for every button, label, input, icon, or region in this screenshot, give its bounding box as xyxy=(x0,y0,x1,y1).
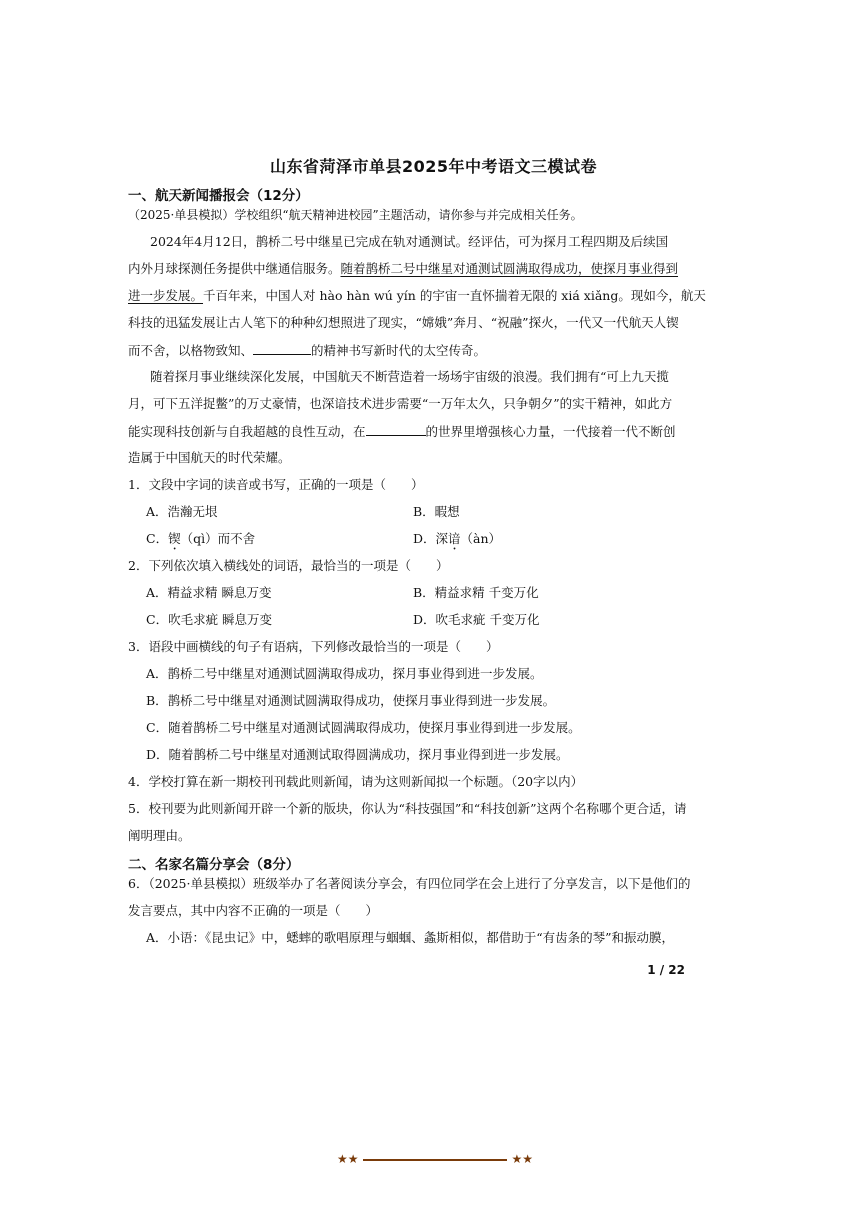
option-c-label: C． xyxy=(146,531,169,546)
paragraph-1-line-2-text: 内外月球探测任务提供中继通信服务。 xyxy=(128,261,341,276)
footer-ornament xyxy=(337,1152,533,1168)
question-3-option-b: B．鹊桥二号中继星对通测试圆满取得成功，使探月事业得到进一步发展。 xyxy=(146,693,556,708)
paragraph-2-line-2: 月，可下五洋捉鳖”的万丈豪情，也深谙技术进步需要“一万年太久，只争朝夕”的实干精神，如此方 xyxy=(128,396,673,411)
section-1-intro: （2025·单县模拟）学校组织“航天精神进校园”主题活动，请你参与并完成相关任务。 xyxy=(128,208,583,222)
section-2-heading: 二、名家名篇分享会（8分） xyxy=(128,857,300,873)
question-3-option-d: D．随着鹊桥二号中继星对通测试取得圆满成功，探月事业得到进一步发展。 xyxy=(146,747,569,762)
underlined-sentence-part-2: 进一步发展。 xyxy=(128,288,204,303)
star-icon: ★★ xyxy=(511,1152,533,1166)
question-6-option-a: A．小语：《昆虫记》中，蟋蟀的歌唱原理与蝈蝈、螽斯相似，都借助于“有齿条的琴”和振动膜， xyxy=(146,930,675,945)
underlined-sentence-part-1: 随着鹊桥二号中继星对通测试圆满取得成功，使探月事业得到 xyxy=(340,261,679,276)
question-1-stem: 1．文段中字词的读音或书写，正确的一项是（ ） xyxy=(128,477,424,492)
emphasized-char: 谙 xyxy=(448,531,461,546)
question-2-option-d: D．吹毛求疵 千变万化 xyxy=(413,612,540,627)
fill-blank-2 xyxy=(366,425,426,436)
question-3-option-c: C．随着鹊桥二号中继星对通测试圆满取得成功，使探月事业得到进一步发展。 xyxy=(146,720,581,735)
page-title: 山东省菏泽市单县2025年中考语文三模试卷 xyxy=(269,157,598,176)
option-c-rest: （qì）而不舍 xyxy=(180,531,256,546)
paragraph-1-line-3-text: 千百年来，中国人对 hào hàn wú yín 的宇宙一直怀揣着无限的 xiá xiǎng。现如今，航天 xyxy=(203,288,706,303)
question-1-option-d xyxy=(413,531,501,553)
page-number: 1 / 22 xyxy=(647,963,685,977)
question-6-line-2: 发言要点，其中内容不正确的一项是（ ） xyxy=(128,903,379,918)
question-1-option-c xyxy=(146,531,255,553)
section-1-heading: 一、航天新闻播报会（12分） xyxy=(128,188,309,204)
emphasized-char: 锲 xyxy=(168,531,181,546)
paragraph-2-line-3-b: 的世界里增强核心力量，一代接着一代不断创 xyxy=(425,424,676,439)
paragraph-2-line-1: 随着探月事业继续深化发展，中国航天不断营造着一场场宇宙级的浪漫。我们拥有“可上九天揽 xyxy=(150,369,669,384)
question-5-line-1: 5．校刊要为此则新闻开辟一个新的版块，你认为“科技强国”和“科技创新”这两个名称哪个更合适，请 xyxy=(128,801,687,816)
question-5-line-2: 阐明理由。 xyxy=(128,828,191,843)
paragraph-1-line-3 xyxy=(128,290,706,303)
paragraph-1-line-5 xyxy=(128,344,486,358)
question-2-stem: 2．下列依次填入横线处的词语，最恰当的一项是（ ） xyxy=(128,558,449,573)
paragraph-1-line-2 xyxy=(128,263,678,276)
paragraph-1-line-5-a: 而不舍，以格物致知、 xyxy=(128,343,254,358)
paragraph-2-line-3 xyxy=(128,425,676,439)
fill-blank-1 xyxy=(253,344,311,355)
question-6-line-1: 6．（2025·单县模拟）班级举办了名著阅读分享会，有四位同学在会上进行了分享发言，以下是他们的 xyxy=(128,876,691,891)
paragraph-1-line-5-b: 的精神书写新时代的太空传奇。 xyxy=(311,343,487,358)
question-1-option-b: B．暇想 xyxy=(413,504,460,519)
question-2-option-a: A．精益求精 瞬息万变 xyxy=(146,585,272,600)
question-3-option-a: A．鹊桥二号中继星对通测试圆满取得成功，探月事业得到进一步发展。 xyxy=(146,666,543,681)
star-icon: ★★ xyxy=(337,1152,359,1166)
question-2-option-c: C．吹毛求疵 瞬息万变 xyxy=(146,612,273,627)
footer-divider xyxy=(363,1159,507,1161)
paragraph-1-line-4: 科技的迅猛发展让古人笔下的种种幻想照进了现实，“嫦娥”奔月、“祝融”探火，一代又一代航天人锲 xyxy=(128,315,679,330)
paragraph-1-line-1: 2024年4月12日，鹊桥二号中继星已完成在轨对通测试。经评估，可为探月工程四期及后续国 xyxy=(150,234,669,249)
paragraph-2-line-3-a: 能实现科技创新与自我超越的良性互动，在 xyxy=(128,424,366,439)
question-4: 4．学校打算在新一期校刊刊载此则新闻，请为这则新闻拟一个标题。（20字以内） xyxy=(128,774,584,789)
question-1-option-a: A．浩瀚无垠 xyxy=(146,504,218,519)
option-d-rest: （àn） xyxy=(460,531,502,546)
option-d-label: D．深 xyxy=(413,531,449,546)
question-2-option-b: B．精益求精 千变万化 xyxy=(413,585,539,600)
paragraph-2-line-4: 造属于中国航天的时代荣耀。 xyxy=(128,450,291,465)
question-3-stem: 3．语段中画横线的句子有语病，下列修改最恰当的一项是（ ） xyxy=(128,639,499,654)
